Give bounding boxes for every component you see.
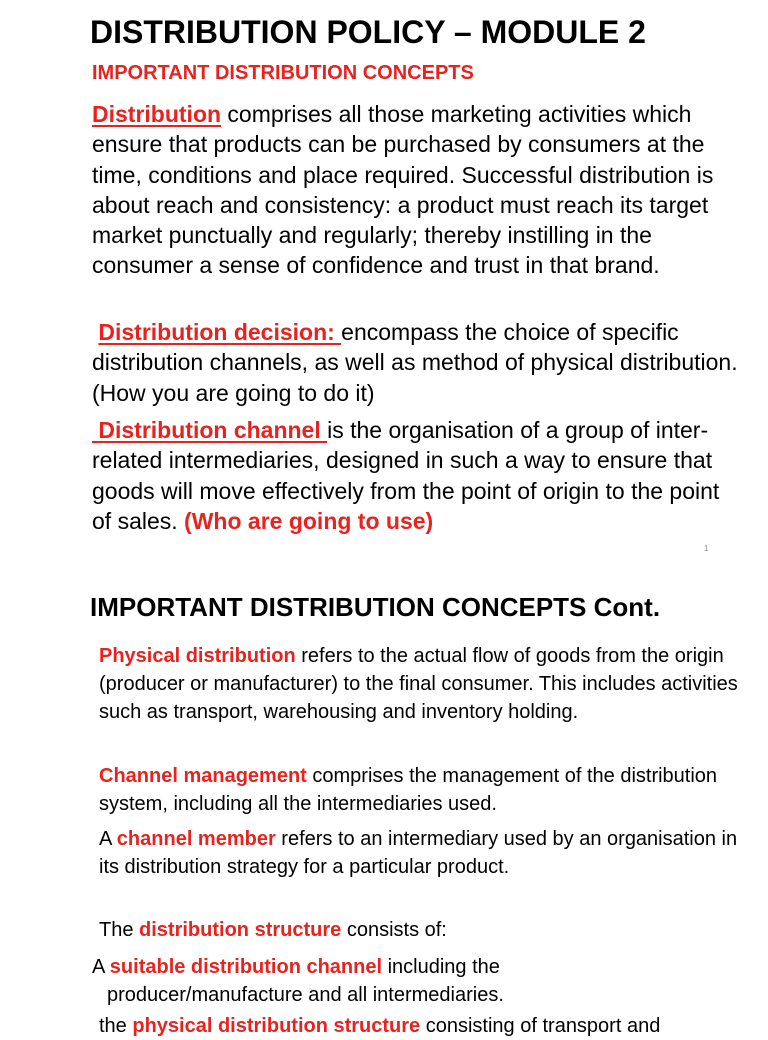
distribution-text: comprises all those marketing activities which ensure that products can be purchased by consumers at the time, conditions and place required. Successful distribution is about reach and consistency: a product must reach its target market punctually and regularly; thereby instilling in the consumer a sense of confidence and trust in that brand. [92,101,714,279]
physical-distribution-term: Physical distribution [99,645,296,667]
distribution-channel-note: (Who are going to use) [184,507,434,534]
physical-distribution-definition [99,642,739,726]
suitable-channel-text: including the [382,956,500,978]
physical-structure-term: physical distribution structure [132,1015,421,1037]
slide-2 [0,580,768,1037]
distribution-term: Distribution [92,101,222,127]
distribution-channel-definition [92,415,742,536]
slide-2-title: IMPORTANT DISTRIBUTION CONCEPTS Cont. [90,592,661,622]
physical-structure-prefix: the [99,1015,133,1037]
physical-structure-text: consisting of transport and [420,1015,661,1037]
distribution-structure-term: distribution structure [139,919,342,941]
physical-structure-item [99,1012,768,1040]
distribution-decision-text: encompass the choice of specific distribution channels, as well as method of physical distribution. (How you are going to do it) [92,319,738,406]
channel-member-prefix: A [99,828,117,850]
channel-member-text: refers to an intermediary used by an organisation in its distribution strategy for a particular product. [99,828,738,878]
distribution-definition [92,99,742,281]
suitable-channel-item [92,953,752,1009]
channel-management-term: Channel management [99,765,307,787]
suitable-channel-prefix: A [92,956,110,978]
distribution-structure-intro [99,916,739,944]
channel-member-definition [99,825,739,881]
distribution-channel-text: is the organisation of a group of inter-related intermediaries, designed in such a way to ensure that goods will move effectively from the point of origin to the point of sales. [92,417,720,534]
slide-1-title: DISTRIBUTION POLICY – MODULE 2 [90,14,646,50]
suitable-channel-term: suitable distribution channel [109,956,383,978]
distribution-channel-term [92,417,327,443]
suitable-channel-continuation: producer/manufacture and all intermediaries. [107,984,504,1006]
distribution-channel-term-text: Distribution channel [98,417,328,443]
distribution-decision-definition [92,317,742,408]
channel-management-text: comprises the management of the distribution system, including all the intermediaries used. [99,765,718,815]
slide-number: 1 [704,544,709,553]
distribution-decision-term: Distribution decision: [98,319,342,345]
channel-management-definition [99,762,739,818]
slide-1-subtitle: IMPORTANT DISTRIBUTION CONCEPTS [92,62,474,84]
physical-distribution-text: refers to the actual flow of goods from the origin (producer or manufacturer) to the final consumer. This includes activities such as transport, warehousing and inventory holding. [99,645,738,723]
channel-member-term: channel member [116,828,276,850]
distribution-structure-prefix: The [99,919,140,941]
distribution-structure-text: consists of: [341,919,447,941]
